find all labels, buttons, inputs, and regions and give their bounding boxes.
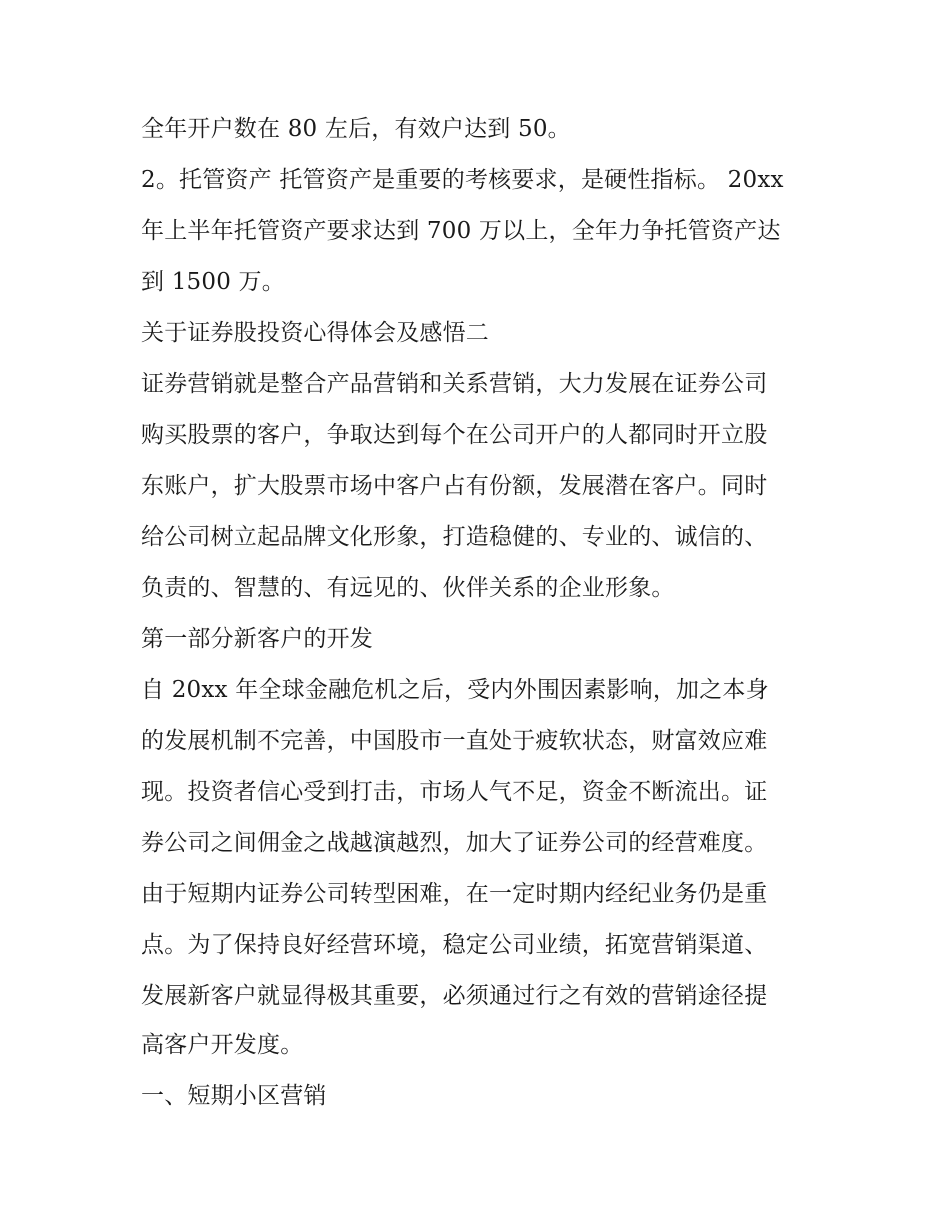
body-text-line: 到 1500 万。 [141,269,285,295]
body-text-line: 全年开户数在 80 左后，有效户达到 50。 [141,116,571,142]
body-text-line: 发展新客户就显得极其重要，必须通过行之有效的营销途径提 [141,983,768,1009]
body-text-line: 东账户，扩大股票市场中客户占有份额，发展潜在客户。同时 [141,473,768,499]
body-text-line: 券公司之间佣金之战越演越烈，加大了证券公司的经营难度。 [141,830,768,856]
body-text-line: 高客户开发度。 [141,1032,304,1058]
body-text-line: 证券营销就是整合产品营销和关系营销，大力发展在证券公司 [141,371,768,397]
body-text-line: 2。托管资产 托管资产是重要的考核要求，是硬性指标。 20xx [141,167,784,193]
body-text-line: 自 20xx 年全球金融危机之后，受内外围因素影响，加之本身 [141,677,769,703]
section-heading: 第一部分新客户的开发 [141,626,373,652]
body-text-line: 由于短期内证券公司转型困难，在一定时期内经纪业务仍是重 [141,881,768,907]
body-text-line: 购买股票的客户，争取达到每个在公司开户的人都同时开立股 [141,422,768,448]
body-text-line: 年上半年托管资产要求达到 700 万以上，全年力争托管资产达 [141,218,781,244]
body-text-line: 点。为了保持良好经营环境，稳定公司业绩，拓宽营销渠道、 [141,932,768,958]
body-text-line: 现。投资者信心受到打击，市场人气不足，资金不断流出。证 [141,779,768,805]
section-heading: 关于证券股投资心得体会及感悟二 [141,320,489,346]
body-text-line: 的发展机制不完善，中国股市一直处于疲软状态，财富效应难 [141,728,768,754]
body-text-line: 给公司树立起品牌文化形象，打造稳健的、专业的、诚信的、 [141,524,768,550]
body-text-line: 负责的、智慧的、有远见的、伙伴关系的企业形象。 [141,575,675,601]
section-heading: 一、短期小区营销 [141,1083,327,1109]
